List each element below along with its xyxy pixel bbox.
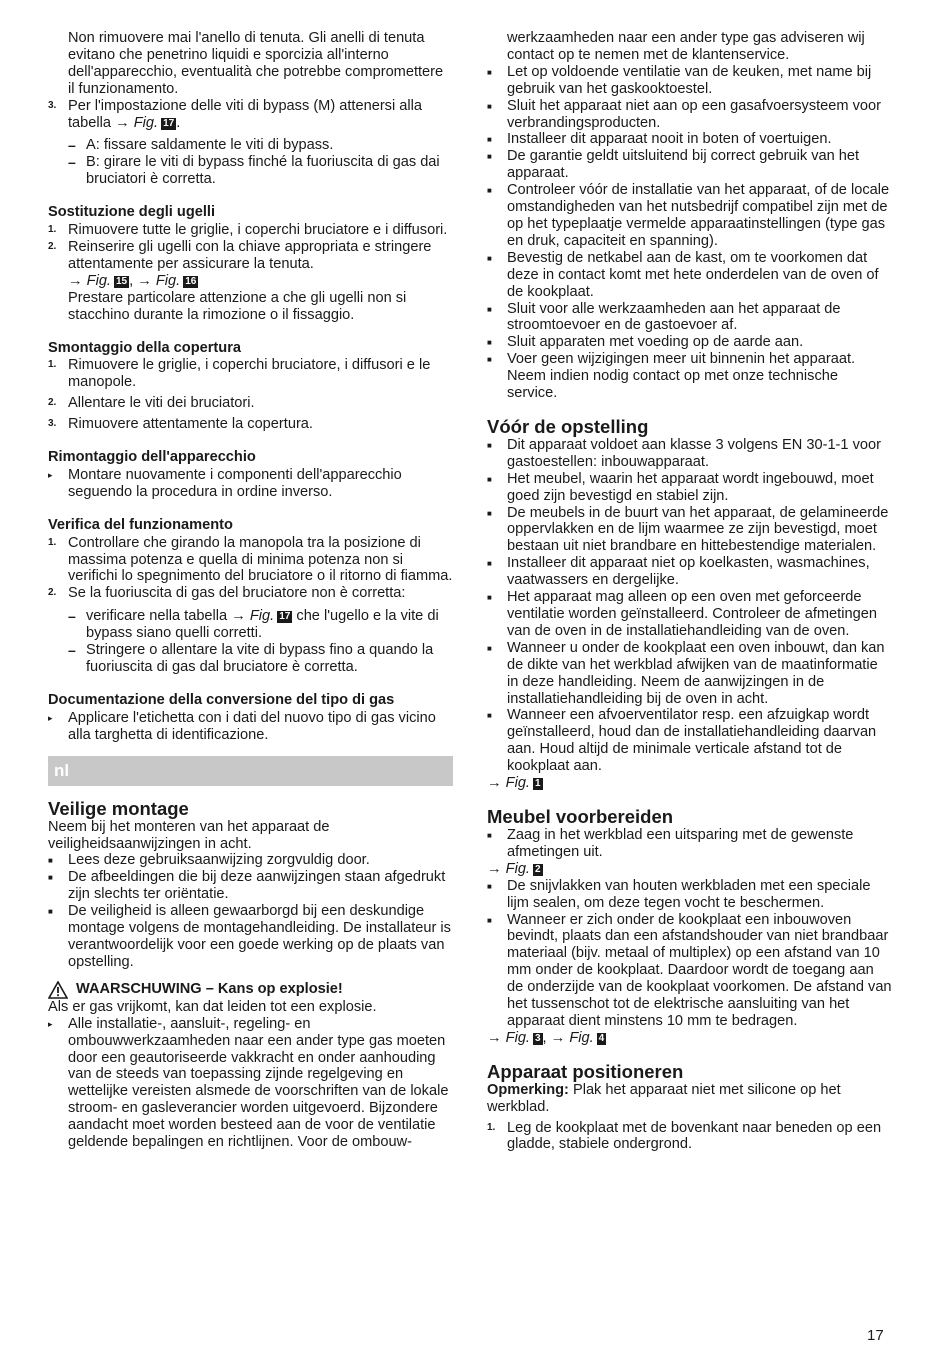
list-item: 2. Se la fuoriuscita di gas del bruciatore non è corretta: xyxy=(48,585,406,602)
paragraph: Als er gas vrijkomt, kan dat leiden tot een explosie. xyxy=(48,998,377,1015)
section-heading: Meubel voorbereiden xyxy=(487,805,674,827)
list-item: ■ De meubels in de buurt van het apparaat, de gelamineerde oppervlakken en de lijm waarmee ze zijn bevestigd, moet bestaan uit niet brandbare en hittebestendige materialen. xyxy=(487,504,889,555)
section-heading: Veilige montage xyxy=(48,797,189,819)
list-item: ■ Let op voldoende ventilatie van de keuken, met name bij gebruik van het gaskooktoestel. xyxy=(487,63,872,97)
figure-reference: → Fig. 3 , → Fig. 4 xyxy=(487,1029,605,1046)
section-heading: Vóór de opstelling xyxy=(487,415,649,437)
list-item: ■ Bevestig de netkabel aan de kast, om te voorkomen dat deze in contact komt met hete onderdelen van de oven of de kookplaat. xyxy=(487,249,879,300)
list-item: ■ De snijvlakken van houten werkbladen met een speciale lijm sealen, om deze tegen vocht te beschermen. xyxy=(487,877,871,911)
list-item: – B: girare le viti di bypass finché la fuoriuscita di gas dai bruciatori è corretta. xyxy=(68,154,440,188)
paragraph: werkzaamheden naar een ander type gas adviseren wij contact op te nemen met de klantenservice. xyxy=(507,30,865,63)
note-paragraph: Opmerking: Plak het apparaat niet met silicone op het werkblad. xyxy=(487,1081,841,1115)
list-item: ■ De garantie geldt uitsluitend bij correct gebruik van het apparaat. xyxy=(487,148,860,182)
list-item: ■ Voer geen wijzigingen meer uit binnenin het apparaat. Neem indien nodig contact op met onze technische service. xyxy=(487,351,856,402)
figure-reference: → Fig. 2 xyxy=(487,860,541,877)
section-heading: Sostituzione degli ugelli xyxy=(48,204,216,221)
section-heading: Smontaggio della copertura xyxy=(48,339,241,356)
list-item: ■ Het apparaat mag alleen op een oven met geforceerde ventilatie worden geïnstalleerd. Controleer de afmetingen van de oven in de installatiehandleiding van de oven. xyxy=(487,589,877,639)
list-item: 2. Reinserire gli ugelli con la chiave appropriata e stringere attentamente per assicurare la tenuta. → Fig. 15 , → Fig. 16 Prestare particolare attenzione a che gli ugelli non si stacchino durante la rimozione o il fissaggio. xyxy=(48,238,432,323)
list-item: ▸ Alle installatie-, aansluit-, regeling- en ombouwwerkzaamheden naar een ander type gas moeten door een geautoriseerde vakkracht en onder aanhouding van de steeds van toepassing zijnde regelgeving en wettelijke vereisten alsmede de voorschriften van de lokale stroom- en gasleverancier worden uitgevoerd. Bijzondere aandacht moet worden besteed aan de voor de ventilatie geldende bepalingen en richtlijnen. Voor de ombouw- xyxy=(48,1015,449,1151)
list-item: 3. Per l'impostazione delle viti di bypass (M) attenersi alla tabella → Fig. 17 . xyxy=(48,97,422,131)
figure-reference: → Fig. 15 , → Fig. 16 xyxy=(68,272,197,289)
list-item: 1. Rimuovere tutte le griglie, i coperchi bruciatore e i diffusori. xyxy=(48,222,448,239)
section-heading: Verifica del funzionamento xyxy=(48,516,233,533)
list-item: ■ Sluit voor alle werkzaamheden aan het apparaat de stroomtoevoer en de gastoevoer af. xyxy=(487,300,841,334)
paragraph-seal: Non rimuovere mai l'anello di tenuta. Gli anelli di tenuta evitano che penetrino liquidi e sporcizia all'interno dell'apparecchio, eventualità che potrebbe compromettere il funzionamento. xyxy=(68,30,444,97)
figure-reference: → Fig. 17 xyxy=(231,608,291,625)
right-column xyxy=(487,30,892,1153)
page-number: 17 xyxy=(867,1327,884,1344)
list-item: ■ Wanneer u onder de kookplaat een oven inbouwt, dan kan de dikte van het werkblad afwijken van de maatinformatie in deze handleiding. Neem de aanwijzingen in de installatiehandleiding bij de oven in acht. xyxy=(487,639,885,707)
list-item: ■ Zaag in het werkblad een uitsparing met de gewenste afmetingen uit. xyxy=(487,826,854,860)
section-heading: Documentazione della conversione del tipo di gas xyxy=(48,691,395,708)
list-item: ■ Installeer dit apparaat niet op koelkasten, wasmachines, vaatwassers en dergelijke. xyxy=(487,555,870,589)
list-item: – A: fissare saldamente le viti di bypass. xyxy=(68,137,334,154)
paragraph: Neem bij het monteren van het apparaat de veiligheidsaanwijzingen in acht. xyxy=(48,818,330,852)
figure-reference: → Fig. 1 xyxy=(487,775,541,792)
list-item: 1. Rimuovere le griglie, i coperchi bruciatore, i diffusori e le manopole. xyxy=(48,357,431,391)
warning-heading: WAARSCHUWING – Kans op explosie! xyxy=(48,981,453,999)
list-item: – Stringere o allentare la vite di bypass fino a quando la fuoriuscita di gas dal bruciatore è corretta. xyxy=(68,642,434,675)
list-item: ■ Lees deze gebruiksaanwijzing zorgvuldig door. xyxy=(48,852,370,869)
list-item: 2. Allentare le viti dei bruciatori. xyxy=(48,395,255,412)
list-item: ■ Wanneer er zich onder de kookplaat een inbouwoven bevindt, plaats dan een afstandshouder van niet brandbaar materiaal (bijv. metaal of multiplex) op een afstand van 10 mm onder de kookplaat. Daardoor wordt de toegang aan de onderzijde van de kookplaat voorkomen. De afstand van het tussenschot tot de elektrische aansluiting van het apparaat dient minstens 10 mm te bedragen. xyxy=(487,911,892,1029)
list-item: ▸ Applicare l'etichetta con i dati del nuovo tipo di gas vicino alla targhetta di identificazione. xyxy=(48,709,436,743)
list-item: 1. Controllare che girando la manopola tra la posizione di massima potenza e quella di minima potenza non si verifichi lo spegnimento del bruciatore o il ritorno di fiamma. xyxy=(48,534,453,585)
list-item: ▸ Montare nuovamente i componenti dell'apparecchio seguendo la procedura in ordine inverso. xyxy=(48,466,402,500)
warning-triangle-icon xyxy=(48,981,68,999)
list-item: ■ Dit apparaat voldoet aan klasse 3 volgens EN 30-1-1 voor gastoestellen: inbouwapparaat. xyxy=(487,436,881,470)
list-item: ■ Het meubel, waarin het apparaat wordt ingebouwd, moet goed zijn bevestigd en stabiel zijn. xyxy=(487,470,874,504)
section-heading: Apparaat positioneren xyxy=(487,1060,684,1082)
list-item: ■ Controleer vóór de installatie van het apparaat, of de locale omstandigheden van het nutsbedrijf compatibel zijn met de op het typeplaatje vermelde apparaatinstellingen (type gas en druk, capaciteit en spanning). xyxy=(487,182,890,249)
list-item: ■ Installeer dit apparaat nooit in boten of voertuigen. xyxy=(487,131,832,148)
list-item: 1. Leg de kookplaat met de bovenkant naar beneden op een gladde, stabiele ondergrond. xyxy=(487,1119,882,1153)
list-item: ■ Sluit apparaten met voeding op de aarde aan. xyxy=(487,334,804,351)
figure-reference: → Fig. 17 . xyxy=(115,114,181,131)
language-bar: nl xyxy=(48,756,453,786)
list-item: – verificare nella tabella → Fig. 17 che l'ugello e la vite di bypass siano quelli corretti. xyxy=(68,608,439,642)
list-item: ■ De afbeeldingen die bij deze aanwijzingen staan afgedrukt zijn slechts ter oriëntatie. xyxy=(48,869,446,903)
list-item: ■ De veiligheid is alleen gewaarborgd bij een deskundige montage volgens de montagehandleiding. De installateur is verantwoordelijk voor een goede werking op de plaats van opstelling. xyxy=(48,903,451,970)
list-item: ■ Wanneer een afvoerventilator resp. een afzuigkap wordt geïnstalleerd, houd dan de installatiehandleiding daarvan aan. Houd altijd de minimale verticale afstand tot de kookplaat aan. xyxy=(487,707,877,775)
list-item: 3. Rimuovere attentamente la copertura. xyxy=(48,416,313,433)
list-item: ■ Sluit het apparaat niet aan op een gasafvoersysteem voor verbrandingsproducten. xyxy=(487,97,882,131)
section-heading: Rimontaggio dell'apparecchio xyxy=(48,449,256,466)
left-column xyxy=(48,30,453,1151)
